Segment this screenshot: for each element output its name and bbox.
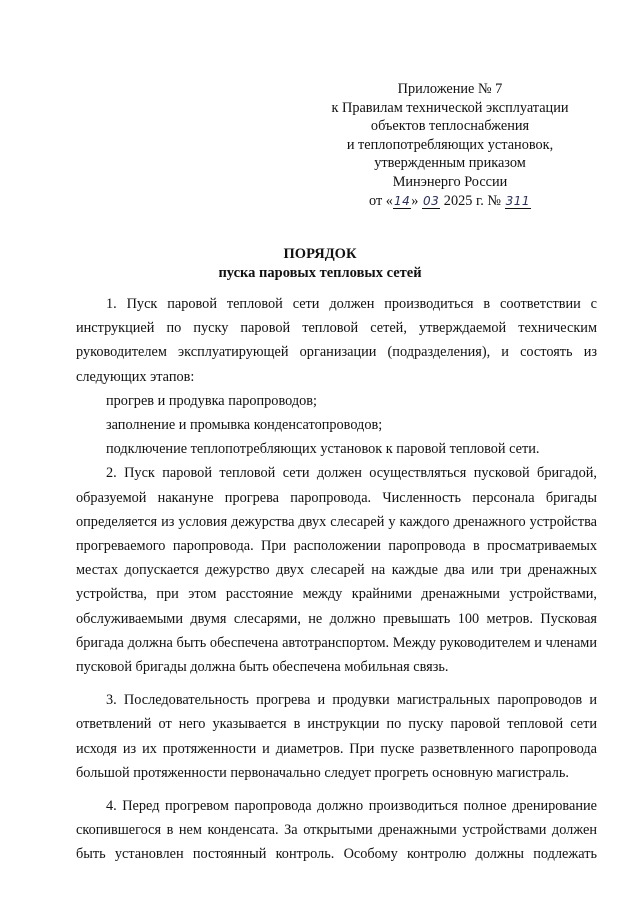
- date-prefix: от «: [369, 192, 393, 209]
- paragraph-2: 2. Пуск паровой тепловой сети должен осуществляться пусковой бригадой, образуемой накануне прогрева паропровода. Численность персонала бригады определяется из условия дежурства двух слесарей у каждого дренажного устройства прогреваемого паропровода. При расположении паропровода в просматриваемых местах допускается дежурство двух слесарей на каждые два или три дренажных устройства, при этом расстояние между крайними дренажными устройствами, обслуживаемыми двумя слесарями, не должно превышать 100 метров. Пусковая бригада должна быть обеспечена автотранспортом. Между руководителем и членами пусковой бригады должна быть обеспечена мобильная связь.: [76, 465, 597, 676]
- appendix-header: [318, 80, 582, 210]
- date-month: 03: [422, 193, 440, 208]
- appendix-installations: и теплопотребляющих установок,: [346, 136, 554, 153]
- list-item-1: прогрев и продувка паропроводов;: [106, 392, 317, 409]
- appendix-rules-ref: к Правилам технической эксплуатации: [331, 99, 569, 116]
- date-day: 14: [393, 193, 411, 208]
- appendix-ministry: Минэнерго России: [392, 173, 508, 190]
- paragraph-4: 4. Перед прогревом паропровода должно производиться полное дренирование скопившегося в нем конденсата. За открытыми дренажными устройствами должен быть установлен постоянный контроль. Особому контролю должны подлежать: [76, 798, 597, 863]
- title-subtitle: пуска паровых тепловых сетей: [218, 265, 422, 281]
- document-title: [0, 245, 640, 283]
- date-mid: »: [411, 192, 422, 209]
- paragraph-3: 3. Последовательность прогрева и продувки магистральных паропроводов и ответвлений от него указывается в инструкции по пуску паровой тепловой сети исходя из их протяженности и диаметров. При пуске разветвленного паропровода большой протяженности первоначально следует прогреть основную магистраль.: [76, 692, 597, 781]
- list-item-2: заполнение и промывка конденсатопроводов;: [106, 417, 383, 434]
- order-number: 311: [505, 193, 530, 208]
- appendix-number: Приложение № 7: [397, 81, 503, 97]
- list-item-3: подключение теплопотребляющих установок к паровой тепловой сети.: [106, 441, 540, 458]
- paragraph-1: 1. Пуск паровой тепловой сети должен производиться в соответствии с инструкцией по пуску паровой тепловой сетей, утверждаемой техническим руководителем эксплуатирующей организации (подразделения), и состоять из следующих этапов:: [76, 296, 597, 385]
- date-year: 2025 г. №: [440, 192, 505, 209]
- title-main: ПОРЯДОК: [283, 246, 357, 262]
- document-body: [76, 292, 597, 867]
- appendix-approved: утвержденным приказом: [374, 155, 526, 172]
- appendix-objects: объектов теплоснабжения: [370, 118, 530, 135]
- appendix-date-line: [318, 192, 582, 211]
